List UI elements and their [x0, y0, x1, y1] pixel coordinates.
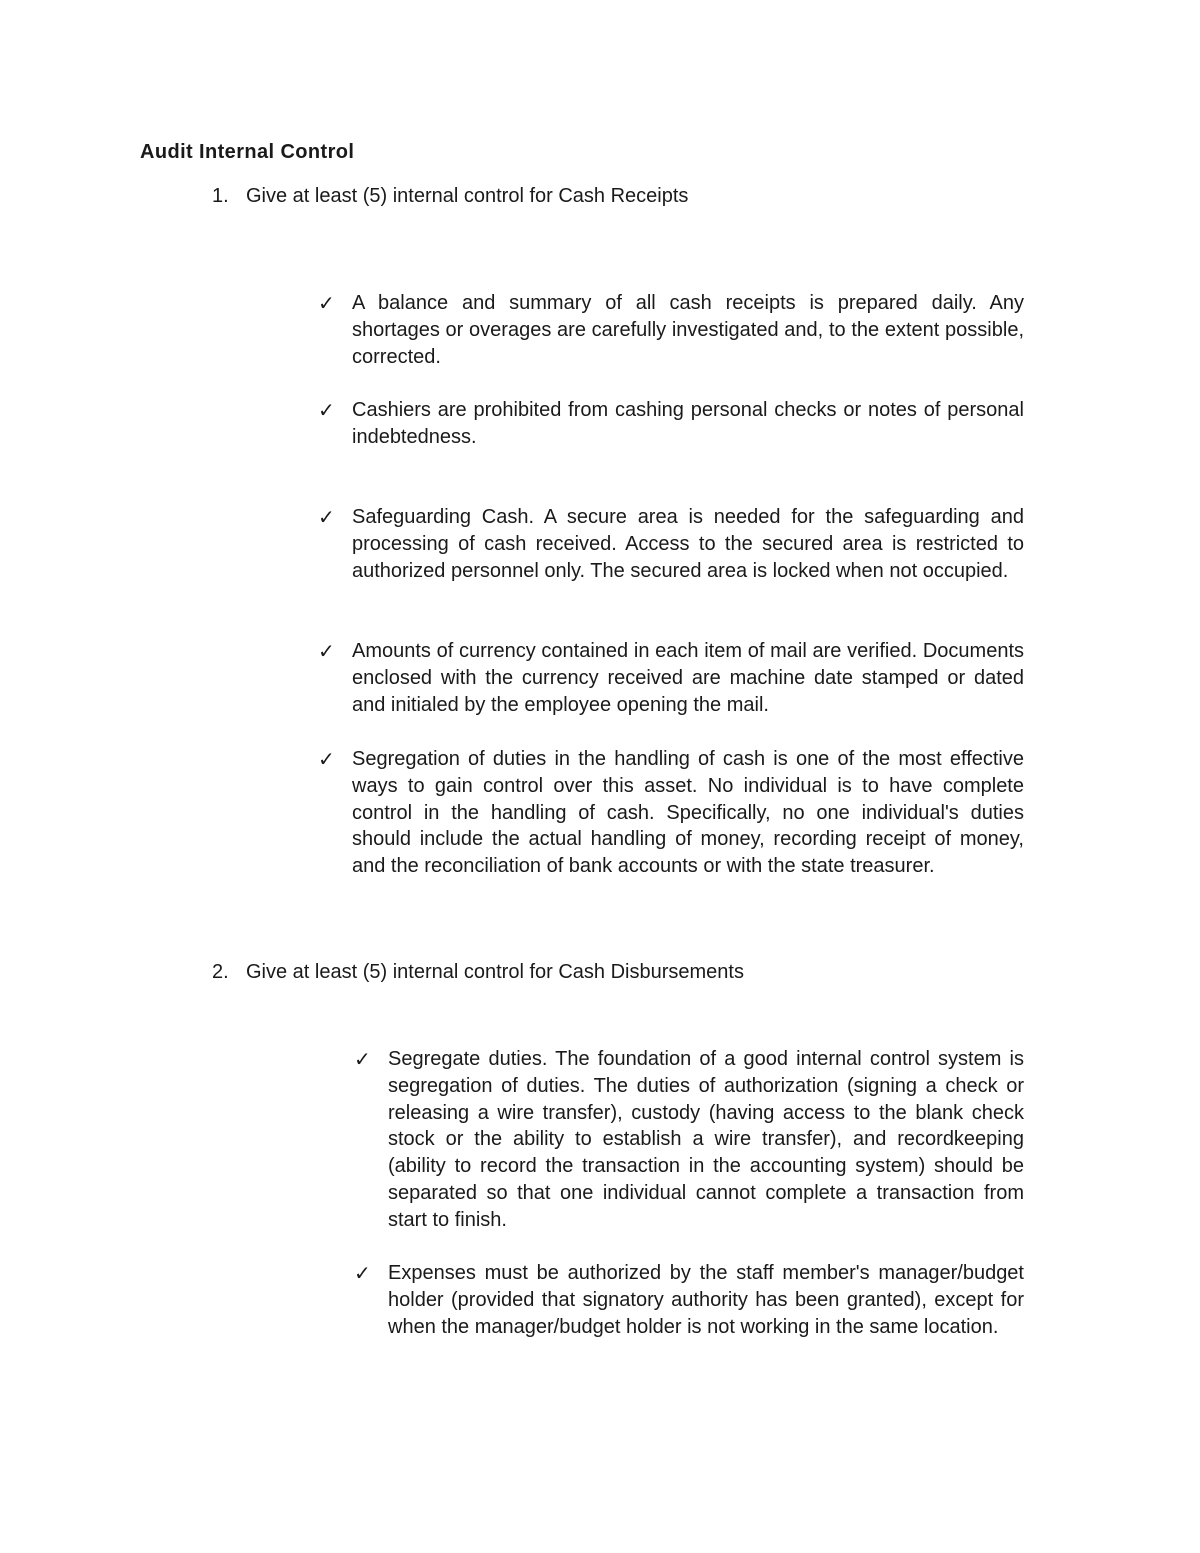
list-item-text: Segregate duties. The foundation of a good internal control system is segregation of duties. The duties of authorization (signing a check or releasing a wire transfer), custody (having access to the blank check stock or the ability to establish a wire transfer), and recordkeeping (ability to record the transaction in the accounting system) should be separated so that one individual cannot complete a transaction from start to finish. — [388, 1048, 1024, 1231]
list-item — [318, 397, 1024, 451]
checkmark-icon: ✓ — [354, 1261, 371, 1285]
question-number: 2. — [212, 961, 229, 983]
list-item-text: Safeguarding Cash. A secure area is needed for the safeguarding and processing of cash received. Access to the secured area is restricted to authorized personnel only. The secured area is locked when not occupied. — [352, 506, 1024, 582]
list-item-text: Expenses must be authorized by the staff member's manager/budget holder (provided that signatory authority has been granted), except for when the manager/budget holder is not working in the same location. — [388, 1262, 1024, 1338]
question-text: Give at least (5) internal control for Cash Receipts — [246, 185, 689, 207]
list-item — [354, 1046, 1060, 1235]
question-text: Give at least (5) internal control for Cash Disbursements — [246, 961, 744, 983]
checkmark-icon: ✓ — [318, 398, 335, 422]
checkmark-icon: ✓ — [318, 505, 335, 529]
question-1 — [212, 183, 812, 210]
list-item — [318, 638, 1024, 719]
question-2 — [212, 959, 852, 986]
list-item — [318, 290, 1024, 371]
list-item — [354, 1260, 1060, 1341]
list-item — [318, 504, 1024, 612]
list-item-text: A balance and summary of all cash receipts is prepared daily. Any shortages or overages are carefully investigated and, to the extent possible, corrected. — [352, 292, 1024, 368]
checkmark-icon: ✓ — [318, 291, 335, 315]
list-item-text: Segregation of duties in the handling of cash is one of the most effective ways to gain control over this asset. No individual is to have complete control in the handling of cash. Specifically, no one individual's duties should include the actual handling of money, recording receipt of money, and the reconciliation of bank accounts or with the state treasurer. — [352, 748, 1024, 878]
question-number: 1. — [212, 185, 229, 207]
checkmark-icon: ✓ — [318, 639, 335, 663]
list-item — [318, 746, 1024, 881]
list-item-text: Amounts of currency contained in each item of mail are verified. Documents enclosed with the currency received are machine date stamped or dated and initialed by the employee opening the mail. — [352, 640, 1024, 716]
list-item-text: Cashiers are prohibited from cashing personal checks or notes of personal indebtedness. — [352, 399, 1024, 448]
checkmark-icon: ✓ — [318, 747, 335, 771]
checkmark-icon: ✓ — [354, 1047, 371, 1071]
document-title: Audit Internal Control — [140, 141, 355, 163]
